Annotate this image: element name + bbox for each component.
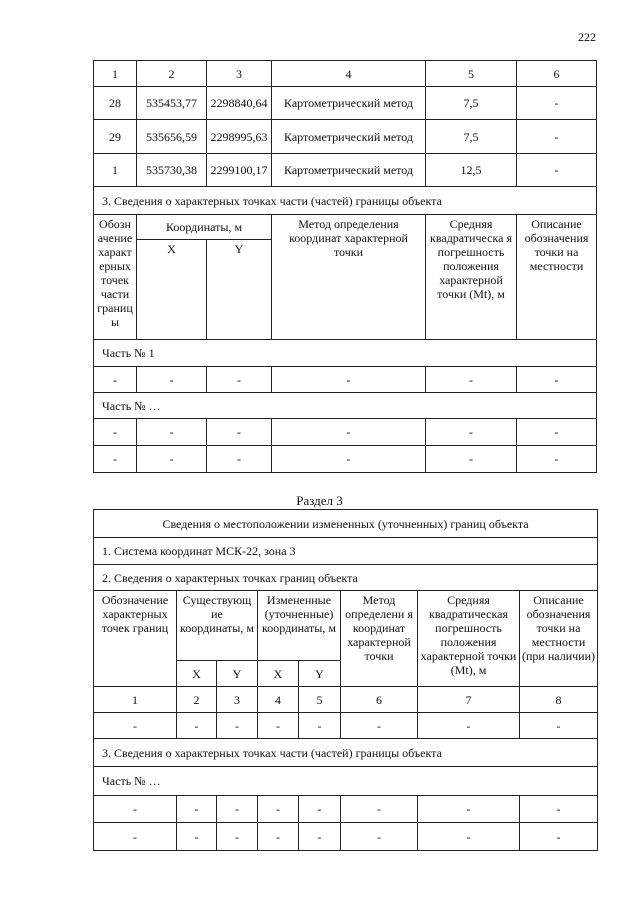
- section-title: Сведения о местоположении измененных (уточненных) границ объекта: [94, 510, 598, 538]
- cell: -: [207, 419, 272, 446]
- table-parcel-points: [93, 60, 597, 473]
- cell: 535730,38: [137, 154, 207, 187]
- cell: 535656,59: [137, 120, 207, 154]
- cell: -: [517, 154, 597, 187]
- cell: -: [341, 823, 418, 851]
- col-num: 6: [517, 61, 597, 87]
- section-heading: Раздел 3: [296, 493, 343, 508]
- header-error: Средняя квадратическая погрешность положения характерной точки (Mt), м: [418, 591, 520, 687]
- cell: -: [517, 446, 597, 473]
- section-title-row: [94, 510, 598, 538]
- cell: -: [272, 419, 426, 446]
- page-number: 222: [578, 30, 596, 44]
- cell: 2298840,64: [207, 87, 272, 120]
- table-changed-boundaries: [93, 509, 598, 851]
- cell: -: [94, 823, 177, 851]
- table-row: [94, 154, 597, 187]
- cell: -: [517, 419, 597, 446]
- cell: -: [299, 823, 341, 851]
- cell: -: [341, 796, 418, 823]
- col-num: 2: [137, 61, 207, 87]
- table-row: [94, 367, 597, 393]
- cell: 29: [94, 120, 137, 154]
- header-method: Метод определени я координат характерной точки: [341, 591, 418, 687]
- cell: -: [299, 713, 341, 739]
- coord-system-row: [94, 538, 598, 565]
- cell: Картометрический метод: [272, 154, 426, 187]
- cell: -: [217, 796, 258, 823]
- header-row: [94, 591, 598, 661]
- header-designation: Обозн ачение характ ерных точек части границ ы: [94, 215, 137, 340]
- cell: 7,5: [426, 87, 517, 120]
- cell: 28: [94, 87, 137, 120]
- col-num: 2: [177, 687, 217, 713]
- cell: -: [426, 446, 517, 473]
- cell: -: [517, 87, 597, 120]
- table-row: [94, 796, 598, 823]
- points-title-row: [94, 565, 598, 591]
- cell: 1: [94, 154, 137, 187]
- col-num: 7: [418, 687, 520, 713]
- cell: -: [207, 446, 272, 473]
- cell: -: [137, 419, 207, 446]
- col-num: 8: [520, 687, 598, 713]
- cell: -: [137, 446, 207, 473]
- section-title: 3. Сведения о характерных точках части (частей) границы объекта: [94, 187, 597, 215]
- cell: -: [94, 446, 137, 473]
- header-error: Средняя квадратическа я погрешность положения характерной точки (Mt), м: [426, 215, 517, 340]
- cell: -: [258, 713, 299, 739]
- col-num: 1: [94, 687, 177, 713]
- header-method: Метод определения координат характерной точки: [272, 215, 426, 340]
- cell: -: [217, 713, 258, 739]
- col-num: 4: [272, 61, 426, 87]
- cell: -: [137, 367, 207, 393]
- col-num-row: [94, 687, 598, 713]
- header-changed: Измененные (уточненные) координаты, м: [258, 591, 341, 661]
- part-label-row: [94, 340, 597, 367]
- table-row: [94, 87, 597, 120]
- cell: -: [207, 367, 272, 393]
- header-designation: Обозначение характерных точек границ: [94, 591, 177, 687]
- header-x: X: [137, 240, 207, 340]
- cell: -: [520, 796, 598, 823]
- part-points-title: 3. Сведения о характерных точках части (частей) границы объекта: [94, 739, 598, 767]
- col-num: 6: [341, 687, 418, 713]
- cell: -: [94, 796, 177, 823]
- header-x: X: [258, 661, 299, 687]
- cell: -: [94, 713, 177, 739]
- col-num: 3: [217, 687, 258, 713]
- col-num: 5: [426, 61, 517, 87]
- cell: 7,5: [426, 120, 517, 154]
- table-header-row: [94, 61, 597, 87]
- col-num: 3: [207, 61, 272, 87]
- header-y: Y: [299, 661, 341, 687]
- cell: -: [177, 713, 217, 739]
- cell: -: [258, 796, 299, 823]
- cell: -: [94, 419, 137, 446]
- cell: -: [341, 713, 418, 739]
- cell: -: [520, 713, 598, 739]
- cell: -: [418, 713, 520, 739]
- header-description: Описание обозначения точки на местности: [517, 215, 597, 340]
- cell: 12,5: [426, 154, 517, 187]
- header-existing: Существующ ие координаты, м: [177, 591, 258, 661]
- coord-system: 1. Система координат МСК-22, зона 3: [94, 538, 598, 565]
- table-row: [94, 446, 597, 473]
- cell: -: [217, 823, 258, 851]
- cell: Картометрический метод: [272, 120, 426, 154]
- header-description: Описание обозначения точки на местности (при наличии): [520, 591, 598, 687]
- part-label-row: [94, 767, 598, 796]
- section-title-row: [94, 187, 597, 215]
- part-points-title-row: [94, 739, 598, 767]
- header-y: Y: [217, 661, 258, 687]
- cell: -: [177, 823, 217, 851]
- table-row: [94, 419, 597, 446]
- cell: -: [426, 419, 517, 446]
- header-coordinates: Координаты, м: [137, 215, 272, 240]
- cell: -: [520, 823, 598, 851]
- cell: -: [177, 796, 217, 823]
- cell: -: [94, 367, 137, 393]
- cell: 2298995,63: [207, 120, 272, 154]
- table-row: [94, 713, 598, 739]
- part-label: Часть № …: [94, 393, 597, 419]
- cell: -: [418, 823, 520, 851]
- table-row: [94, 823, 598, 851]
- cell: Картометрический метод: [272, 87, 426, 120]
- cell: -: [517, 367, 597, 393]
- header-y: Y: [207, 240, 272, 340]
- header-row: [94, 215, 597, 240]
- cell: -: [299, 796, 341, 823]
- part-label: Часть № …: [94, 767, 598, 796]
- col-num: 1: [94, 61, 137, 87]
- cell: -: [272, 446, 426, 473]
- cell: 535453,77: [137, 87, 207, 120]
- cell: -: [272, 367, 426, 393]
- table-row: [94, 120, 597, 154]
- header-x: X: [177, 661, 217, 687]
- cell: -: [258, 823, 299, 851]
- cell: -: [426, 367, 517, 393]
- col-num: 5: [299, 687, 341, 713]
- part-label: Часть № 1: [94, 340, 597, 367]
- points-title: 2. Сведения о характерных точках границ объекта: [94, 565, 598, 591]
- col-num: 4: [258, 687, 299, 713]
- cell: 2299100,17: [207, 154, 272, 187]
- cell: -: [517, 120, 597, 154]
- part-label-row: [94, 393, 597, 419]
- cell: -: [418, 796, 520, 823]
